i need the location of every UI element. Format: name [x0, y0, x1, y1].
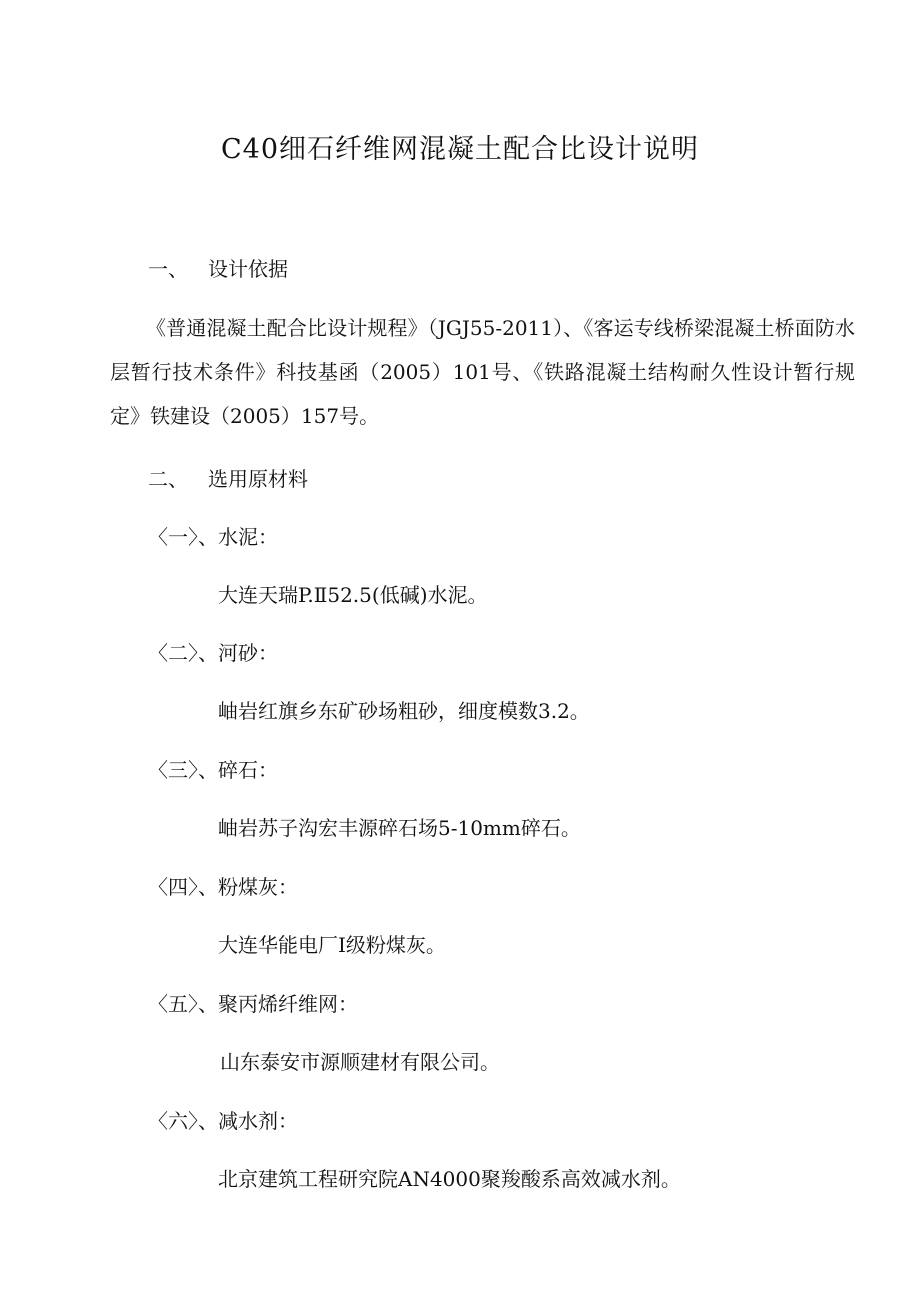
design-basis-paragraph: 《普通混凝土配合比设计规程》（JGJ55-2011）、《客运专线桥梁混凝土桥面防水层暂行技术条件》科技基函（2005）101号、《铁路混凝土结构耐久性设计暂行规定》铁建设（2005）157号。: [110, 316, 855, 428]
material-label-cement: 〈一〉、水泥：: [148, 525, 278, 549]
material-label-fly-ash: 〈四〉、粉煤灰：: [148, 875, 298, 899]
section-heading-design-basis: [148, 254, 288, 284]
material-detail-water-reducer: 北京建筑工程研究院AN4000聚羧酸系高效减水剂。: [218, 1167, 681, 1191]
document-title: C40细石纤维网混凝土配合比设计说明: [220, 134, 699, 165]
material-detail-sand: 岫岩红旗乡东矿砂场粗砂，细度模数3.2。: [218, 699, 590, 723]
material-detail-fly-ash: 大连华能电厂Ⅰ级粉煤灰。: [218, 933, 446, 957]
section-title: 选用原材料: [208, 467, 308, 491]
section-heading-raw-materials: [148, 464, 308, 494]
material-detail-fiber-mesh: 山东泰安市源顺建材有限公司。: [220, 1050, 500, 1074]
material-detail-gravel: 岫岩苏子沟宏丰源碎石场5-10mm碎石。: [218, 816, 581, 840]
section-title: 设计依据: [208, 257, 288, 281]
section-number: 一、: [148, 257, 188, 281]
material-label-gravel: 〈三〉、碎石：: [148, 758, 278, 782]
material-label-sand: 〈二〉、河砂：: [148, 641, 278, 665]
material-label-water-reducer: 〈六〉、减水剂：: [148, 1109, 298, 1133]
section-number: 二、: [148, 467, 188, 491]
material-detail-cement: 大连天瑞P.Ⅱ52.5(低碱)水泥。: [218, 583, 488, 607]
material-label-fiber-mesh: 〈五〉、聚丙烯纤维网：: [148, 992, 358, 1016]
